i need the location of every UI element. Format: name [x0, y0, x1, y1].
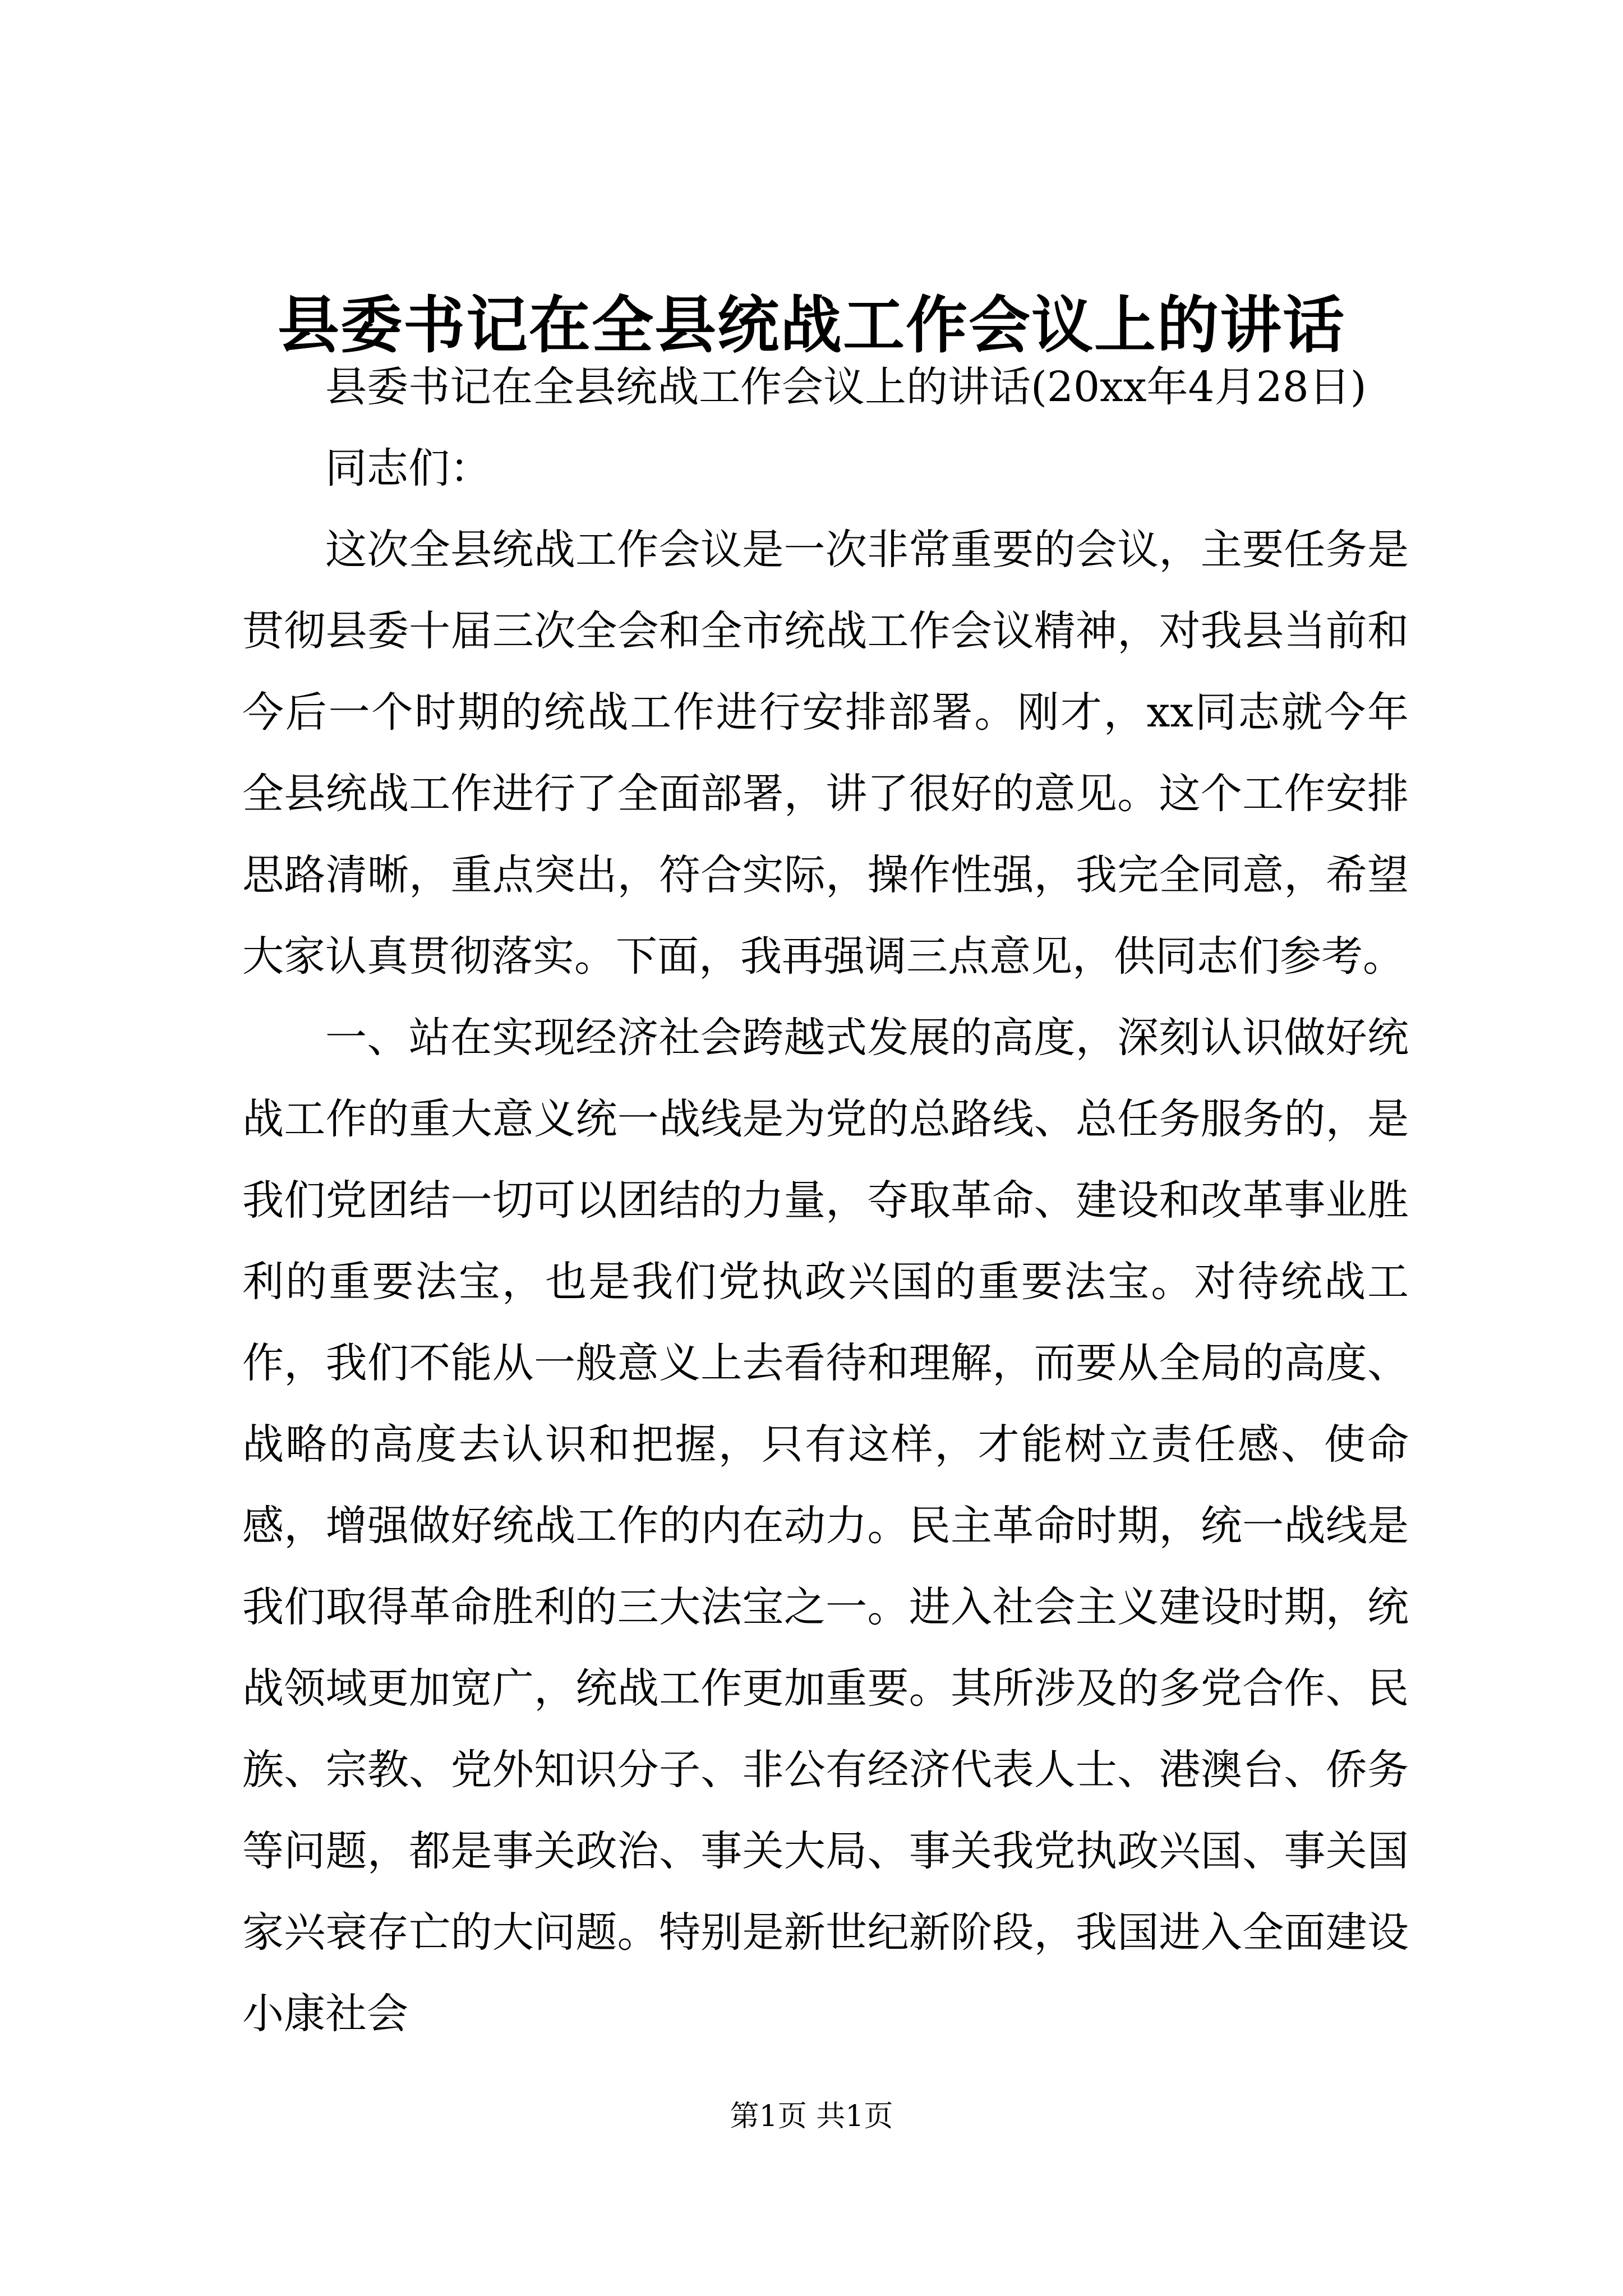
salutation: 同志们：: [325, 444, 491, 493]
document-title: 县委书记在全县统战工作会议上的讲话: [278, 289, 1345, 361]
document-subtitle: 县委书记在全县统战工作会议上的讲话(20xx年4月28日): [325, 363, 1367, 411]
document-body: [242, 347, 1409, 2055]
body-paragraph-section-one: 一、站在实现经济社会跨越式发展的高度，深刻认识做好统战工作的重大意义统一战线是为党的总路线、总任务服务的，是我们党团结一切可以团结的力量，夺取革命、建设和改革事业胜利的重要法宝，也是我们党执政兴国的重要法宝。对待统战工作，我们不能从一般意义上去看待和理解，而要从全局的高度、战略的高度去认识和把握，只有这样，才能树立责任感、使命感，增强做好统战工作的内在动力。民主革命时期，统一战线是我们取得革命胜利的三大法宝之一。进入社会主义建设时期，统战领域更加宽广，统战工作更加重要。其所涉及的多党合作、民族、宗教、党外知识分子、非公有经济代表人士、港澳台、侨务等问题，都是事关政治、事关大局、事关我党执政兴国、事关国家兴衰存亡的大问题。特别是新世纪新阶段，我国进入全面建设小康社会: [242, 1014, 1409, 2038]
body-paragraph-intro: 这次全县统战工作会议是一次非常重要的会议，主要任务是贯彻县委十届三次全会和全市统战工作会议精神，对我县当前和今后一个时期的统战工作进行安排部署。刚才，xx同志就今年全县统战工作进行了全面部署，讲了很好的意见。这个工作安排思路清晰，重点突出，符合实际，操作性强，我完全同意，希望大家认真贯彻落实。下面，我再强调三点意见，供同志们参考。: [242, 526, 1409, 981]
page-number-footer: 第1页 共1页: [730, 2100, 893, 2133]
